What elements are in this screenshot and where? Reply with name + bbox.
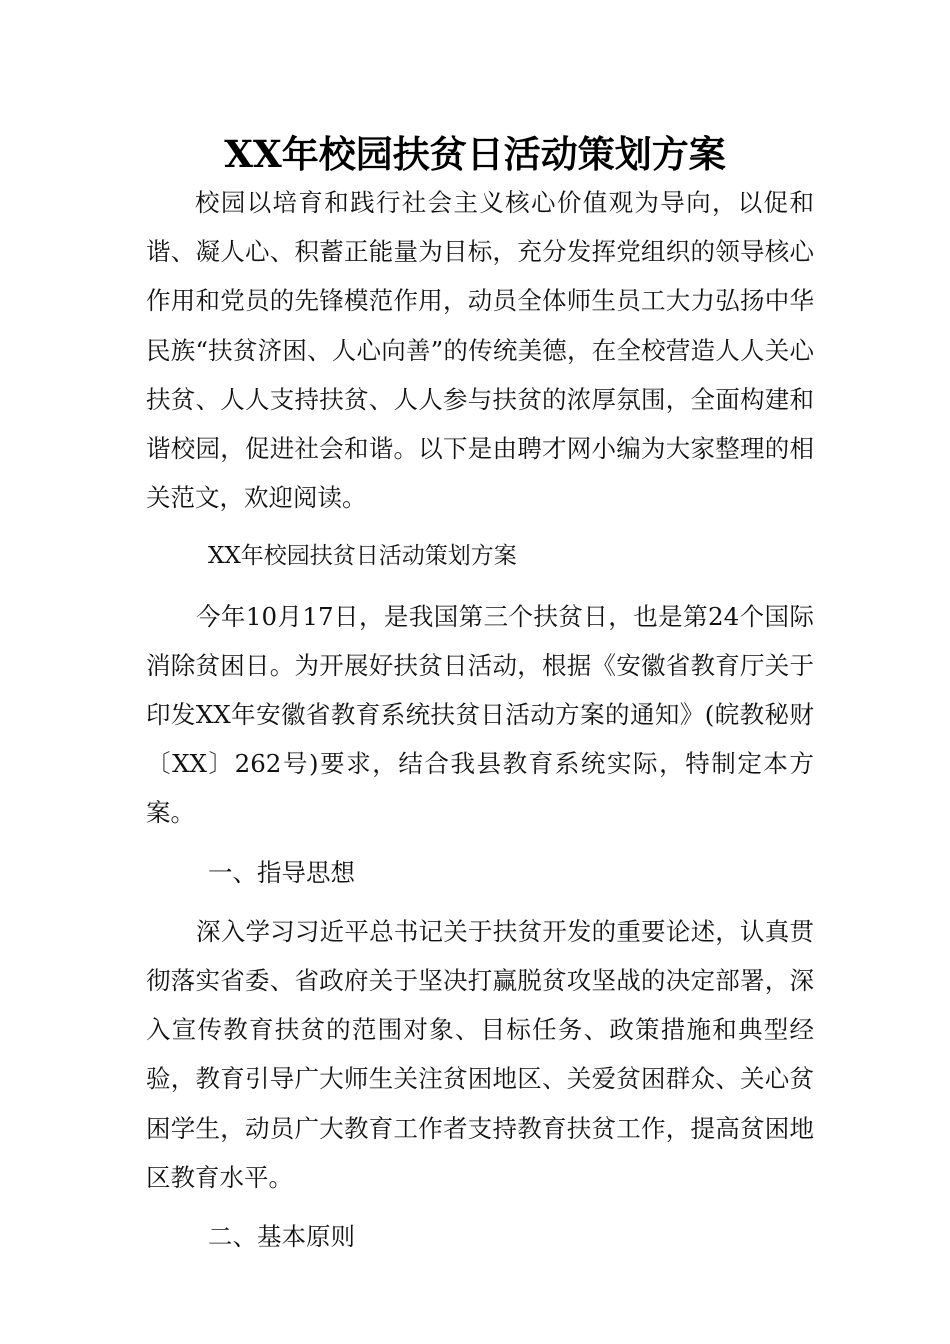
intro-paragraph: 校园以培育和践行社会主义核心价值观为导向，以促和谐、凝人心、积蓄正能量为目标，充分发挥党组织的领导核心作用和党员的先锋模范作用，动员全体师生员工大力弘扬中华民族“扶贫济困、人心向善”的传统美德，在全校营造人人关心扶贫、人人支持扶贫、人人参与扶贫的浓厚氛围，全面构建和谐校园，促进社会和谐。以下是由聘才网小编为大家整理的相关范文，欢迎阅读。 [146, 188, 814, 513]
document-body [146, 178, 814, 1261]
background-paragraph: 今年10月17日，是我国第三个扶贫日，也是第24个国际消除贫困日。为开展好扶贫日活动，根据《安徽省教育厅关于印发XX年安徽省教育系统扶贫日活动方案的通知》(皖教秘财〔XX〕262号)要求，结合我县教育系统实际，特制定本方案。 [146, 601, 814, 828]
subtitle-line: XX年校园扶贫日活动策划方案 [208, 543, 517, 570]
document-title: XX年校园扶贫日活动策划方案 [224, 132, 726, 176]
section-heading-basic-principles: 二、基本原则 [208, 1222, 355, 1252]
section-heading-guiding-thought: 一、指导思想 [208, 857, 355, 887]
guiding-thought-paragraph: 深入学习习近平总书记关于扶贫开发的重要论述，认真贯彻落实省委、省政府关于坚决打赢脱贫攻坚战的决定部署，深入宣传教育扶贫的范围对象、目标任务、政策措施和典型经验，教育引导广大师生关注贫困地区、关爱贫困群众、关心贫困学生，动员广大教育工作者支持教育扶贫工作，提高贫困地区教育水平。 [146, 916, 814, 1192]
